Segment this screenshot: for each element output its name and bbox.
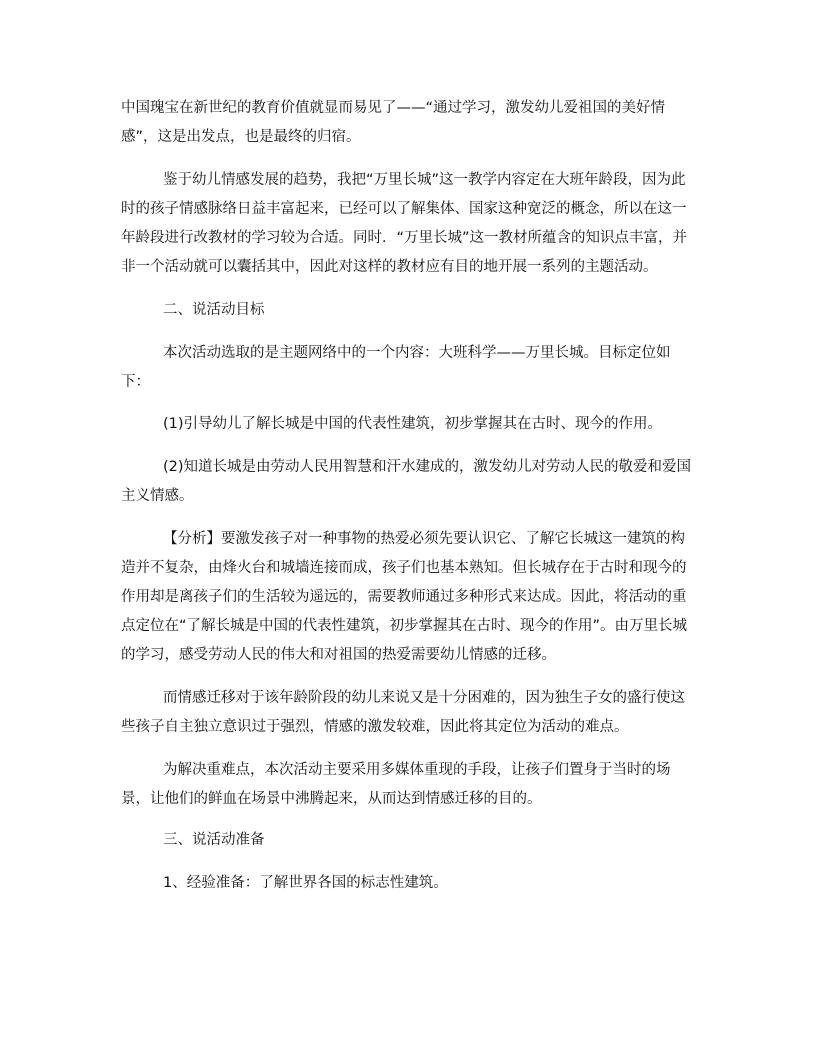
- text-line: 【分析】要激发孩子对一种事物的热爱必须先要认识它、了解它长城这一建筑的构: [163, 531, 685, 547]
- section-heading: 二、说活动目标: [163, 302, 265, 318]
- text-line: 感”，这是出发点，也是最终的归宿。: [121, 129, 361, 145]
- text-line: 作用却是离孩子们的生活较为遥远的，需要教师通过多种形式来达成。因此，将活动的重: [121, 589, 687, 605]
- text-line: 主义情感。: [121, 488, 194, 504]
- section-heading: 三、说活动准备: [163, 832, 265, 848]
- text-line: 本次活动选取的是主题网络中的一个内容：大班科学——万里长城。目标定位如: [163, 345, 671, 361]
- text-line: 为解决重难点，本次活动主要采用多媒体重现的手段，让孩子们置身于当时的场: [163, 762, 671, 778]
- text-line: 些孩子自主独立意识过于强烈，情感的激发较难，因此将其定位为活动的难点。: [121, 719, 629, 735]
- list-item: (1)引导幼儿了解长城是中国的代表性建筑，初步掌握其在古时、现今的作用。: [163, 416, 663, 432]
- text-line: 鉴于幼儿情感发展的趋势，我把“万里长城”这一教学内容定在大班年龄段，因为此: [163, 172, 686, 188]
- text-line: 而情感迁移对于该年龄阶段的幼儿来说又是十分困难的，因为独生子女的盛行使这: [163, 690, 685, 706]
- text-line: 景，让他们的鲜血在场景中沸腾起来，从而达到情感迁移的目的。: [121, 791, 542, 807]
- text-line: 时的孩子情感脉络日益丰富起来，已经可以了解集体、国家这种宽泛的概念，所以在这一: [121, 201, 687, 217]
- text-line: 年龄段进行改教材的学习较为合适。同时．“万里长城”这一教材所蕴含的知识点丰富，并: [121, 230, 688, 246]
- list-item: 1、经验准备：了解世界各国的标志性建筑。: [163, 875, 448, 891]
- text-line: 造并不复杂，由烽火台和城墙连接而成，孩子们也基本熟知。但长城存在于古时和现今的: [121, 560, 687, 576]
- list-item: (2)知道长城是由劳动人民用智慧和汗水建成的，激发幼儿对劳动人民的敬爱和爱国: [163, 459, 692, 475]
- text-line: 点定位在“了解长城是中国的代表性建筑，初步掌握其在古时、现今的作用”。由万里长城: [121, 618, 688, 634]
- text-line: 中国瑰宝在新世纪的教育价值就显而易见了——“通过学习，激发幼儿爱祖国的美好情: [121, 100, 666, 116]
- text-line: 非一个活动就可以囊括其中，因此对这样的教材应有目的地开展一系列的主题活动。: [121, 259, 658, 275]
- text-line: 下：: [121, 374, 150, 390]
- text-line: 的学习，感受劳动人民的伟大和对祖国的热爱需要幼儿情感的迁移。: [121, 647, 556, 663]
